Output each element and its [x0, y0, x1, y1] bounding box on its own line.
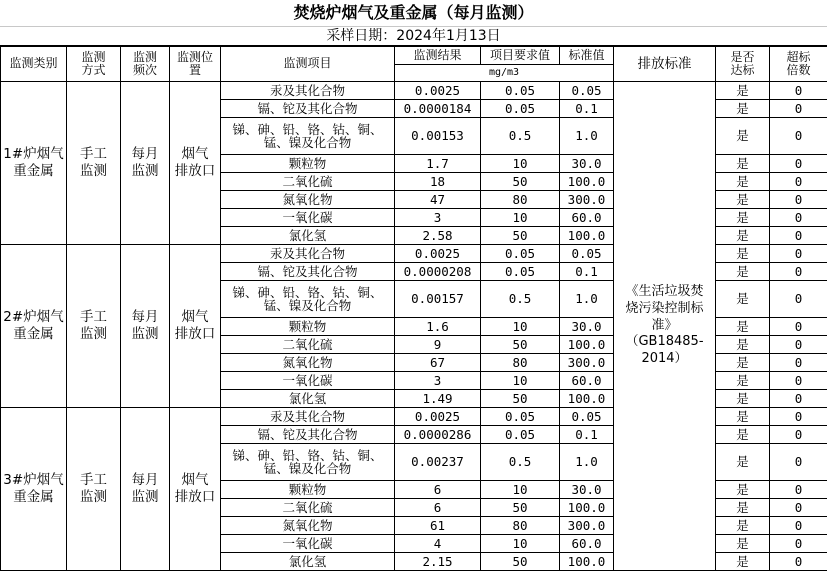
exceed-cell[interactable]: 0 [770, 155, 827, 173]
emission-standard-cell[interactable] [614, 82, 716, 571]
item-cell[interactable]: 二氧化硫 [221, 173, 395, 191]
compliant-cell[interactable]: 是 [716, 318, 770, 336]
category-cell-line: 3#炉烟气 [1, 472, 66, 489]
frequency-cell-line: 监测 [121, 489, 169, 506]
header-exceed-line: 倍数 [770, 64, 827, 77]
exceed-cell[interactable]: 0 [770, 354, 827, 372]
frequency-cell[interactable] [121, 245, 170, 408]
header-method-line: 监测 [67, 51, 120, 64]
header-frequency-line: 频次 [121, 64, 169, 77]
item-cell[interactable]: 颗粒物 [221, 155, 395, 173]
standard-cell[interactable]: 100.0 [560, 553, 614, 571]
position-cell-line: 烟气 [170, 146, 220, 163]
exceed-cell[interactable]: 0 [770, 173, 827, 191]
compliant-cell[interactable]: 是 [716, 82, 770, 100]
header-standard[interactable]: 标准值 [560, 47, 614, 65]
header-method[interactable] [67, 47, 121, 82]
position-cell[interactable] [170, 245, 221, 408]
standard-cell[interactable]: 0.1 [560, 100, 614, 118]
method-cell[interactable] [67, 408, 121, 571]
frequency-cell-line: 监测 [121, 163, 169, 180]
item-cell[interactable]: 汞及其化合物 [221, 245, 395, 263]
result-cell[interactable]: 0.00237 [395, 444, 481, 481]
frequency-cell-line: 每月 [121, 146, 169, 163]
result-cell[interactable]: 1.6 [395, 318, 481, 336]
exceed-cell[interactable]: 0 [770, 390, 827, 408]
frequency-cell[interactable] [121, 82, 170, 245]
result-cell[interactable]: 0.00157 [395, 281, 481, 318]
required-cell[interactable]: 0.05 [481, 100, 560, 118]
category-cell[interactable] [1, 408, 67, 571]
standard-cell[interactable]: 100.0 [560, 173, 614, 191]
frequency-cell-line: 每月 [121, 472, 169, 489]
exceed-cell[interactable]: 0 [770, 535, 827, 553]
item-cell[interactable]: 氯化氢 [221, 390, 395, 408]
position-cell[interactable] [170, 408, 221, 571]
compliant-cell[interactable]: 是 [716, 118, 770, 155]
category-cell-line: 重金属 [1, 163, 66, 180]
category-cell-line: 重金属 [1, 489, 66, 506]
compliant-cell[interactable]: 是 [716, 173, 770, 191]
header-position-line: 监测位 [170, 51, 220, 64]
item-cell[interactable]: 一氧化碳 [221, 535, 395, 553]
result-cell[interactable]: 9 [395, 336, 481, 354]
header-compliant-line: 是否 [716, 51, 769, 64]
compliant-cell[interactable]: 是 [716, 499, 770, 517]
header-frequency-line: 监测 [121, 51, 169, 64]
item-cell[interactable]: 氮氧化物 [221, 191, 395, 209]
compliant-cell[interactable]: 是 [716, 336, 770, 354]
exceed-cell[interactable]: 0 [770, 82, 827, 100]
standard-cell[interactable]: 60.0 [560, 209, 614, 227]
exceed-cell[interactable]: 0 [770, 553, 827, 571]
required-cell[interactable]: 0.05 [481, 408, 560, 426]
exceed-cell[interactable]: 0 [770, 318, 827, 336]
compliant-cell[interactable]: 是 [716, 191, 770, 209]
item-cell[interactable]: 汞及其化合物 [221, 82, 395, 100]
category-cell-line: 重金属 [1, 326, 66, 343]
emission-standard-cell-line: 烧污染控制标 [614, 301, 715, 318]
standard-cell[interactable]: 0.05 [560, 82, 614, 100]
exceed-cell[interactable]: 0 [770, 499, 827, 517]
required-cell[interactable]: 10 [481, 318, 560, 336]
exceed-cell[interactable]: 0 [770, 336, 827, 354]
required-cell[interactable]: 50 [481, 553, 560, 571]
compliant-cell[interactable]: 是 [716, 155, 770, 173]
standard-cell[interactable]: 60.0 [560, 535, 614, 553]
required-cell[interactable]: 0.05 [481, 426, 560, 444]
item-cell[interactable]: 一氧化碳 [221, 209, 395, 227]
standard-cell[interactable]: 0.1 [560, 263, 614, 281]
item-cell[interactable]: 二氧化硫 [221, 499, 395, 517]
method-cell-line: 手工 [67, 146, 120, 163]
position-cell-line: 排放口 [170, 163, 220, 180]
item-cell[interactable]: 一氧化碳 [221, 372, 395, 390]
compliant-cell[interactable]: 是 [716, 372, 770, 390]
compliant-cell[interactable]: 是 [716, 426, 770, 444]
required-cell[interactable]: 0.5 [481, 444, 560, 481]
item-cell[interactable]: 镉、铊及其化合物 [221, 100, 395, 118]
category-cell[interactable] [1, 82, 67, 245]
header-position-line: 置 [170, 64, 220, 77]
result-cell[interactable]: 0.0025 [395, 245, 481, 263]
item-cell[interactable]: 镉、铊及其化合物 [221, 263, 395, 281]
position-cell-line: 烟气 [170, 472, 220, 489]
standard-cell[interactable]: 300.0 [560, 517, 614, 535]
frequency-cell-line: 每月 [121, 309, 169, 326]
category-cell-line: 2#炉烟气 [1, 309, 66, 326]
required-cell[interactable]: 50 [481, 499, 560, 517]
frequency-cell-line: 监测 [121, 326, 169, 343]
result-cell[interactable]: 18 [395, 173, 481, 191]
item-cell[interactable]: 颗粒物 [221, 481, 395, 499]
result-cell[interactable]: 67 [395, 354, 481, 372]
item-cell[interactable]: 镉、铊及其化合物 [221, 426, 395, 444]
header-unit[interactable]: mg/m3 [395, 65, 614, 82]
compliant-cell[interactable]: 是 [716, 245, 770, 263]
result-cell[interactable]: 0.0000208 [395, 263, 481, 281]
required-cell[interactable]: 0.05 [481, 263, 560, 281]
sheet-title: 焚烧炉烟气及重金属（每月监测） [0, 0, 827, 27]
required-cell[interactable]: 80 [481, 191, 560, 209]
header-compliant-line: 达标 [716, 64, 769, 77]
standard-cell[interactable]: 300.0 [560, 191, 614, 209]
header-result[interactable]: 监测结果 [395, 47, 481, 65]
position-cell[interactable] [170, 82, 221, 245]
standard-cell[interactable]: 1.0 [560, 281, 614, 318]
monitoring-table [0, 46, 827, 571]
required-cell[interactable]: 10 [481, 481, 560, 499]
sampling-date: 采样日期：2024年1月13日 [0, 27, 827, 46]
item-cell[interactable]: 锑、砷、铅、铬、钴、铜、锰、镍及化合物 [221, 444, 395, 481]
required-cell[interactable]: 10 [481, 535, 560, 553]
standard-cell[interactable]: 100.0 [560, 227, 614, 245]
result-cell[interactable]: 3 [395, 372, 481, 390]
exceed-cell[interactable]: 0 [770, 444, 827, 481]
required-cell[interactable]: 10 [481, 155, 560, 173]
compliant-cell[interactable]: 是 [716, 408, 770, 426]
result-cell[interactable]: 2.58 [395, 227, 481, 245]
compliant-cell[interactable]: 是 [716, 263, 770, 281]
header-position[interactable] [170, 47, 221, 82]
exceed-cell[interactable]: 0 [770, 426, 827, 444]
exceed-cell[interactable]: 0 [770, 481, 827, 499]
item-cell[interactable]: 锑、砷、铅、铬、钴、铜、锰、镍及化合物 [221, 281, 395, 318]
category-cell[interactable] [1, 245, 67, 408]
method-cell[interactable] [67, 82, 121, 245]
exceed-cell[interactable]: 0 [770, 209, 827, 227]
header-exceed[interactable] [770, 47, 827, 82]
compliant-cell[interactable]: 是 [716, 553, 770, 571]
compliant-cell[interactable]: 是 [716, 227, 770, 245]
compliant-cell[interactable]: 是 [716, 281, 770, 318]
result-cell[interactable]: 2.15 [395, 553, 481, 571]
compliant-cell[interactable]: 是 [716, 517, 770, 535]
exceed-cell[interactable]: 0 [770, 227, 827, 245]
required-cell[interactable]: 0.5 [481, 281, 560, 318]
method-cell-line: 手工 [67, 309, 120, 326]
result-cell[interactable]: 0.00153 [395, 118, 481, 155]
header-category[interactable]: 监测类别 [1, 47, 67, 82]
result-cell[interactable]: 0.0025 [395, 82, 481, 100]
compliant-cell[interactable]: 是 [716, 481, 770, 499]
result-cell[interactable]: 0.0000286 [395, 426, 481, 444]
emission-standard-cell-line: 准》 [614, 318, 715, 335]
header-frequency[interactable] [121, 47, 170, 82]
exceed-cell[interactable]: 0 [770, 118, 827, 155]
result-cell[interactable]: 0.0000184 [395, 100, 481, 118]
item-cell[interactable]: 氮氧化物 [221, 354, 395, 372]
result-cell[interactable]: 47 [395, 191, 481, 209]
emission-standard-cell-line: 2014） [614, 351, 715, 368]
result-cell[interactable]: 61 [395, 517, 481, 535]
result-cell[interactable]: 6 [395, 499, 481, 517]
exceed-cell[interactable]: 0 [770, 100, 827, 118]
item-cell[interactable]: 颗粒物 [221, 318, 395, 336]
standard-cell[interactable]: 0.1 [560, 426, 614, 444]
method-cell-line: 监测 [67, 326, 120, 343]
result-cell[interactable]: 1.49 [395, 390, 481, 408]
required-cell[interactable]: 0.05 [481, 245, 560, 263]
result-cell[interactable]: 0.0025 [395, 408, 481, 426]
item-cell[interactable]: 氯化氢 [221, 553, 395, 571]
exceed-cell[interactable]: 0 [770, 263, 827, 281]
standard-cell[interactable]: 300.0 [560, 354, 614, 372]
header-required[interactable]: 项目要求值 [481, 47, 560, 65]
table-body [1, 47, 827, 571]
method-cell-line: 手工 [67, 472, 120, 489]
method-cell-line: 监测 [67, 163, 120, 180]
compliant-cell[interactable]: 是 [716, 390, 770, 408]
item-cell[interactable]: 氮氧化物 [221, 517, 395, 535]
standard-cell[interactable]: 1.0 [560, 444, 614, 481]
compliant-cell[interactable]: 是 [716, 354, 770, 372]
standard-cell[interactable]: 100.0 [560, 390, 614, 408]
position-cell-line: 排放口 [170, 489, 220, 506]
standard-cell[interactable]: 0.05 [560, 245, 614, 263]
compliant-cell[interactable]: 是 [716, 535, 770, 553]
standard-cell[interactable]: 60.0 [560, 372, 614, 390]
result-cell[interactable]: 6 [395, 481, 481, 499]
header-row [1, 47, 827, 65]
exceed-cell[interactable]: 0 [770, 408, 827, 426]
standard-cell[interactable]: 30.0 [560, 318, 614, 336]
exceed-cell[interactable]: 0 [770, 372, 827, 390]
required-cell[interactable]: 10 [481, 372, 560, 390]
standard-cell[interactable]: 0.05 [560, 408, 614, 426]
emission-standard-cell-line: 《生活垃圾焚 [614, 284, 715, 301]
required-cell[interactable]: 0.05 [481, 82, 560, 100]
required-cell[interactable]: 50 [481, 173, 560, 191]
frequency-cell[interactable] [121, 408, 170, 571]
exceed-cell[interactable]: 0 [770, 191, 827, 209]
compliant-cell[interactable]: 是 [716, 209, 770, 227]
header-emission[interactable]: 排放标准 [614, 47, 716, 82]
result-cell[interactable]: 4 [395, 535, 481, 553]
result-cell[interactable]: 3 [395, 209, 481, 227]
method-cell[interactable] [67, 245, 121, 408]
compliant-cell[interactable]: 是 [716, 444, 770, 481]
category-cell-line: 1#炉烟气 [1, 146, 66, 163]
item-cell[interactable]: 锑、砷、铅、铬、钴、铜、锰、镍及化合物 [221, 118, 395, 155]
header-item[interactable]: 监测项目 [221, 47, 395, 82]
compliant-cell[interactable]: 是 [716, 100, 770, 118]
emission-standard-cell-line: （GB18485- [614, 334, 715, 351]
item-cell[interactable]: 氯化氢 [221, 227, 395, 245]
exceed-cell[interactable]: 0 [770, 281, 827, 318]
standard-cell[interactable]: 100.0 [560, 499, 614, 517]
header-exceed-line: 超标 [770, 51, 827, 64]
item-cell[interactable]: 二氧化硫 [221, 336, 395, 354]
required-cell[interactable]: 80 [481, 517, 560, 535]
method-cell-line: 监测 [67, 489, 120, 506]
standard-cell[interactable]: 1.0 [560, 118, 614, 155]
position-cell-line: 排放口 [170, 326, 220, 343]
header-compliant[interactable] [716, 47, 770, 82]
table-row [1, 82, 827, 100]
required-cell[interactable]: 50 [481, 336, 560, 354]
exceed-cell[interactable]: 0 [770, 517, 827, 535]
required-cell[interactable]: 50 [481, 390, 560, 408]
result-cell[interactable]: 1.7 [395, 155, 481, 173]
item-cell[interactable]: 汞及其化合物 [221, 408, 395, 426]
standard-cell[interactable]: 100.0 [560, 336, 614, 354]
position-cell-line: 烟气 [170, 309, 220, 326]
required-cell[interactable]: 80 [481, 354, 560, 372]
header-method-line: 方式 [67, 64, 120, 77]
standard-cell[interactable]: 30.0 [560, 481, 614, 499]
exceed-cell[interactable]: 0 [770, 245, 827, 263]
required-cell[interactable]: 10 [481, 209, 560, 227]
required-cell[interactable]: 50 [481, 227, 560, 245]
standard-cell[interactable]: 30.0 [560, 155, 614, 173]
required-cell[interactable]: 0.5 [481, 118, 560, 155]
